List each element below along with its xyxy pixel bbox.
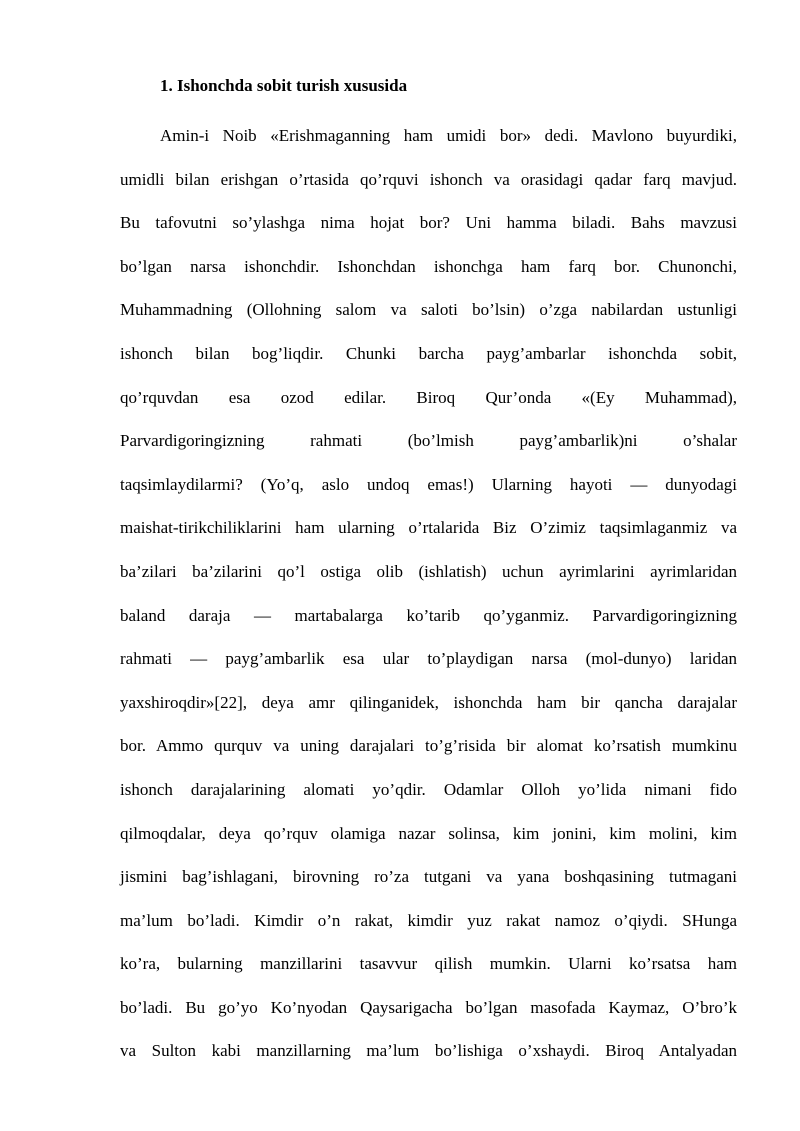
paragraph-line: ishonch darajalarining alomati yo’qdir. Odamlar Olloh yo’lida nimani fido [120,779,737,799]
paragraph-line: jismini bag’ishlagani, birovning ro’za tutgani va yana boshqasining tutmagani [120,867,737,887]
paragraph-line: Parvardigoringizning rahmati (bo’lmish payg’ambarlik)ni o’shalar [120,431,737,451]
paragraph-line: umidli bilan erishgan o’rtasida qo’rquvi ishonch va orasidagi qadar farq mavjud. [120,169,737,189]
paragraph-line: taqsimlaydilarmi? (Yo’q, aslo undoq emas!) Ularning hayoti — dunyodagi [120,474,737,494]
paragraph-line: baland daraja — martabalarga ko’tarib qo’yganmiz. Parvardigoringizning [120,605,737,625]
paragraph-line: va Sulton kabi manzillarning ma’lum bo’lishiga o’xshaydi. Biroq Antalyadan [120,1041,737,1061]
paragraph-line: qilmoqdalar, deya qo’rquv olamiga nazar solinsa, kim jonini, kim molini, kim [120,823,737,843]
paragraph-line: Muhammadning (Ollohning salom va saloti bo’lsin) o’zga nabilardan ustunligi [120,300,737,320]
paragraph-line: bo’lgan narsa ishonchdir. Ishonchdan ishonchga ham farq bor. Chunonchi, [120,256,737,276]
paragraph-line: bo’ladi. Bu go’yo Ko’nyodan Qaysarigacha bo’lgan masofada Kaymaz, O’bro’k [120,997,737,1017]
paragraph-line: ko’ra, bularning manzillarini tasavvur qilish mumkin. Ularni ko’rsatsa ham [120,954,737,974]
paragraph-line: bor. Ammo qurquv va uning darajalari to’g’risida bir alomat ko’rsatish mumkinu [120,736,737,756]
paragraph-line: rahmati — payg’ambarlik esa ular to’playdigan narsa (mol-dunyo) laridan [120,649,737,669]
paragraph-line: qo’rquvdan esa ozod edilar. Biroq Qur’onda «(Ey Muhammad), [120,387,737,407]
body-paragraph [120,114,737,1073]
paragraph-line: yaxshiroqdir»[22], deya amr qilinganidek, ishonchda ham bir qancha darajalar [120,692,737,712]
paragraph-line: Amin-i Noib «Erishmaganning ham umidi bor» dedi. Mavlono buyurdiki, [160,126,737,145]
paragraph-line: ishonch bilan bog’liqdir. Chunki barcha payg’ambarlar ishonchda sobit, [120,343,737,363]
paragraph-line: maishat-tirikchiliklarini ham ularning o’rtalarida Biz O’zimiz taqsimlaganmiz va [120,518,737,538]
paragraph-line: ma’lum bo’ladi. Kimdir o’n rakat, kimdir yuz rakat namoz o’qiydi. SHunga [120,910,737,930]
section-heading: 1. Ishonchda sobit turish xususida [160,76,408,95]
paragraph-line: ba’zilari ba’zilarini qo’l ostiga olib (ishlatish) uchun ayrimlarini ayrimlaridan [120,561,737,581]
paragraph-line: Bu tafovutni so’ylashga nima hojat bor? Uni hamma biladi. Bahs mavzusi [120,213,737,233]
